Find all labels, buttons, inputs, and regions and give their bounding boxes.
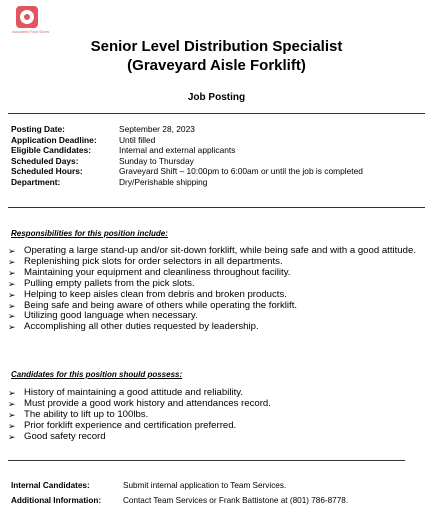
arrow-bullet-icon: ➢ — [8, 267, 16, 278]
detail-value: Sunday to Thursday — [119, 155, 194, 166]
list-item: ➢ Accomplishing all other duties requested by leadership. — [8, 321, 259, 333]
detail-label: Application Deadline: — [11, 134, 97, 145]
detail-row — [11, 166, 363, 177]
arrow-bullet-icon: ➢ — [8, 420, 16, 431]
footer-label: Internal Candidates: — [11, 481, 90, 490]
arrow-bullet-icon: ➢ — [8, 388, 16, 398]
detail-value: September 28, 2023 — [119, 124, 195, 134]
list-item: ➢ History of maintaining a good attitude and reliability. — [8, 387, 244, 398]
company-logo — [12, 6, 50, 36]
detail-label: Scheduled Days: — [11, 155, 79, 166]
responsibilities-list — [8, 246, 427, 333]
detail-value: Until filled — [119, 134, 156, 145]
arrow-bullet-icon: ➢ — [8, 409, 16, 420]
list-item: ➢ Operating a large stand-up and/or sit-down forklift, while being safe and with a good attitude. — [8, 245, 416, 256]
detail-row — [11, 124, 363, 135]
list-item: ➢ The ability to lift up to 100lbs. — [8, 408, 149, 420]
detail-row — [11, 177, 363, 188]
detail-label: Department: — [11, 176, 61, 187]
arrow-bullet-icon: ➢ — [8, 300, 16, 311]
detail-row — [11, 156, 363, 167]
footer-value: Contact Team Services or Frank Battistone at (801) 786-8778. — [123, 496, 349, 505]
divider-middle — [8, 207, 425, 208]
logo-caption: Associated Food Stores — [12, 30, 50, 34]
posting-details — [11, 124, 363, 188]
list-item: ➢ Utilizing good language when necessary. — [8, 310, 198, 322]
footer-value: Submit internal application to Team Services. — [123, 481, 287, 490]
list-item: ➢ Good safety record — [8, 430, 106, 442]
detail-row — [11, 135, 363, 146]
list-item: ➢ Prior forklift experience and certification preferred. — [8, 419, 237, 431]
list-item: ➢ Being safe and being aware of others while operating the forklift. — [8, 299, 298, 311]
footer-label: Additional Information: — [11, 496, 102, 505]
footer-row — [11, 478, 348, 493]
arrow-bullet-icon: ➢ — [8, 278, 16, 289]
posting-subtitle: Job Posting — [187, 92, 246, 103]
candidates-heading: Candidates for this position should possess: — [11, 370, 183, 379]
candidates-list — [8, 388, 427, 443]
divider-top — [8, 113, 425, 114]
footer-row — [11, 493, 348, 508]
list-item: ➢ Pulling empty pallets from the pick slots. — [8, 277, 195, 289]
detail-label: Posting Date: — [11, 124, 65, 134]
arrow-bullet-icon: ➢ — [8, 256, 16, 267]
detail-label: Scheduled Hours: — [11, 166, 83, 177]
page-title — [0, 37, 433, 75]
divider-bottom — [8, 460, 405, 461]
list-item: ➢ Helping to keep aisles clean from debris and broken products. — [8, 288, 287, 300]
detail-value: Internal and external applicants — [119, 145, 236, 156]
detail-row — [11, 145, 363, 156]
list-item: ➢ Replenishing pick slots for order selectors in all departments. — [8, 255, 283, 267]
arrow-bullet-icon: ➢ — [8, 289, 16, 300]
responsibilities-heading: Responsibilities for this position include: — [11, 229, 168, 238]
list-item: ➢ Must provide a good work history and attendances record. — [8, 397, 271, 409]
detail-value: Dry/Perishable shipping — [119, 176, 208, 187]
arrow-bullet-icon: ➢ — [8, 322, 16, 333]
title-line-1: Senior Level Distribution Specialist — [90, 38, 343, 55]
title-line-2: (Graveyard Aisle Forklift) — [127, 57, 306, 74]
list-item: ➢ Maintaining your equipment and cleanliness throughout facility. — [8, 266, 291, 278]
detail-value: Graveyard Shift – 10:00pm to 6:00am or until the job is completed — [119, 166, 363, 177]
arrow-bullet-icon: ➢ — [8, 398, 16, 409]
footer-info — [11, 478, 348, 508]
detail-label: Eligible Candidates: — [11, 145, 92, 156]
arrow-bullet-icon: ➢ — [8, 246, 16, 256]
arrow-bullet-icon: ➢ — [8, 431, 16, 442]
circle-letter-a-icon — [16, 6, 38, 28]
arrow-bullet-icon: ➢ — [8, 311, 16, 322]
